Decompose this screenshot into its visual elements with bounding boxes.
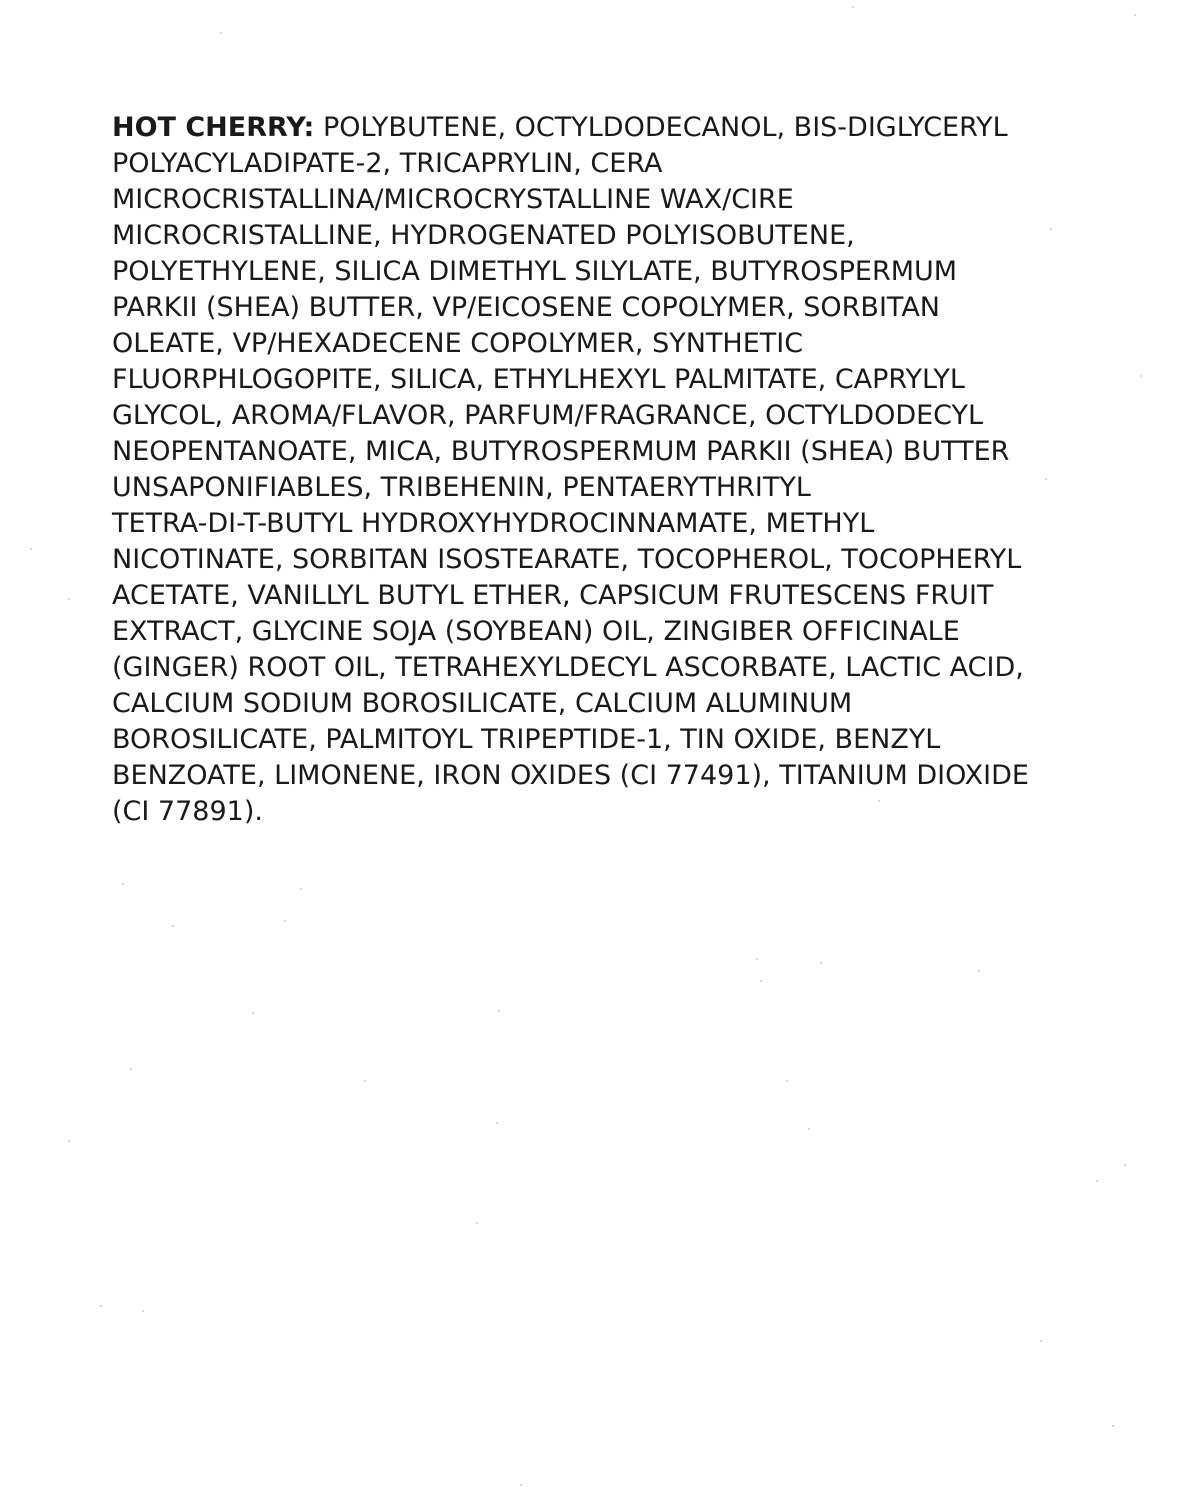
background-speck — [1050, 228, 1052, 230]
background-speck — [498, 1010, 500, 1012]
ingredients-line: CALCIUM SODIUM BOROSILICATE, CALCIUM ALUMINUM — [112, 688, 853, 719]
ingredients-line: MICROCRISTALLINA/MICROCRYSTALLINE WAX/CIRE — [112, 184, 794, 215]
background-speck — [1134, 14, 1136, 16]
background-speck — [252, 1012, 254, 1014]
background-speck — [978, 970, 980, 972]
ingredients-line: NICOTINATE, SORBITAN ISOSTEARATE, TOCOPHEROL, TOCOPHERYL — [112, 544, 1022, 575]
background-speck — [760, 980, 762, 982]
background-speck — [1040, 1340, 1042, 1342]
background-speck — [1096, 1180, 1098, 1182]
background-speck — [852, 6, 854, 8]
background-speck — [122, 883, 124, 885]
ingredients-line: POLYACYLADIPATE-2, TRICAPRYLIN, CERA — [112, 148, 663, 179]
background-speck — [30, 548, 32, 550]
background-speck — [364, 1080, 366, 1082]
background-speck — [496, 1122, 498, 1124]
background-speck — [172, 925, 174, 927]
product-shade-heading: HOT CHERRY: — [112, 112, 315, 143]
ingredients-text: POLYBUTENE, OCTYLDODECANOL, BIS-DIGLYCERYL — [322, 112, 1008, 143]
ingredients-line: OLEATE, VP/HEXADECENE COPOLYMER, SYNTHETIC — [112, 328, 804, 359]
background-speck — [786, 1080, 788, 1082]
background-speck — [130, 1068, 132, 1070]
ingredients-line: UNSAPONIFIABLES, TRIBEHENIN, PENTAERYTHRITYL — [112, 472, 811, 503]
ingredients-line: MICROCRISTALLINE, HYDROGENATED POLYISOBUTENE, — [112, 220, 855, 251]
background-speck — [68, 598, 70, 600]
background-speck — [1112, 1425, 1114, 1427]
ingredients-line: FLUORPHLOGOPITE, SILICA, ETHYLHEXYL PALMITATE, CAPRYLYL — [112, 364, 965, 395]
ingredients-line: ACETATE, VANILLYL BUTYL ETHER, CAPSICUM FRUTESCENS FRUIT — [112, 580, 994, 611]
background-speck — [808, 1128, 810, 1130]
ingredients-line — [112, 110, 1092, 146]
background-speck — [1140, 375, 1142, 377]
background-speck — [300, 888, 302, 890]
background-speck — [220, 32, 222, 34]
background-speck — [820, 962, 822, 964]
background-speck — [68, 1140, 70, 1142]
background-speck — [520, 1484, 522, 1486]
ingredients-line: PARKII (SHEA) BUTTER, VP/EICOSENE COPOLYMER, SORBITAN — [112, 292, 940, 323]
background-speck — [1045, 478, 1047, 480]
background-speck — [878, 800, 880, 802]
ingredients-line: (GINGER) ROOT OIL, TETRAHEXYLDECYL ASCORBATE, LACTIC ACID, — [112, 652, 1024, 683]
ingredients-line: (CI 77891). — [112, 796, 263, 827]
ingredients-line: TETRA-DI-T-BUTYL HYDROXYHYDROCINNAMATE, METHYL — [112, 508, 875, 539]
ingredients-line: NEOPENTANOATE, MICA, BUTYROSPERMUM PARKII (SHEA) BUTTER — [112, 436, 1010, 467]
ingredients-list — [112, 110, 1092, 830]
ingredients-line: GLYCOL, AROMA/FLAVOR, PARFUM/FRAGRANCE, OCTYLDODECYL — [112, 400, 984, 431]
background-speck — [284, 920, 286, 922]
ingredients-line: BOROSILICATE, PALMITOYL TRIPEPTIDE-1, TIN OXIDE, BENZYL — [112, 724, 941, 755]
background-speck — [756, 958, 758, 960]
ingredients-line: EXTRACT, GLYCINE SOJA (SOYBEAN) OIL, ZINGIBER OFFICINALE — [112, 616, 960, 647]
background-speck — [1124, 1164, 1126, 1166]
ingredients-line: POLYETHYLENE, SILICA DIMETHYL SILYLATE, BUTYROSPERMUM — [112, 256, 958, 287]
background-speck — [100, 1305, 102, 1307]
background-speck — [476, 1222, 478, 1224]
ingredients-line: BENZOATE, LIMONENE, IRON OXIDES (CI 77491), TITANIUM DIOXIDE — [112, 760, 1029, 791]
background-speck — [142, 1310, 144, 1312]
